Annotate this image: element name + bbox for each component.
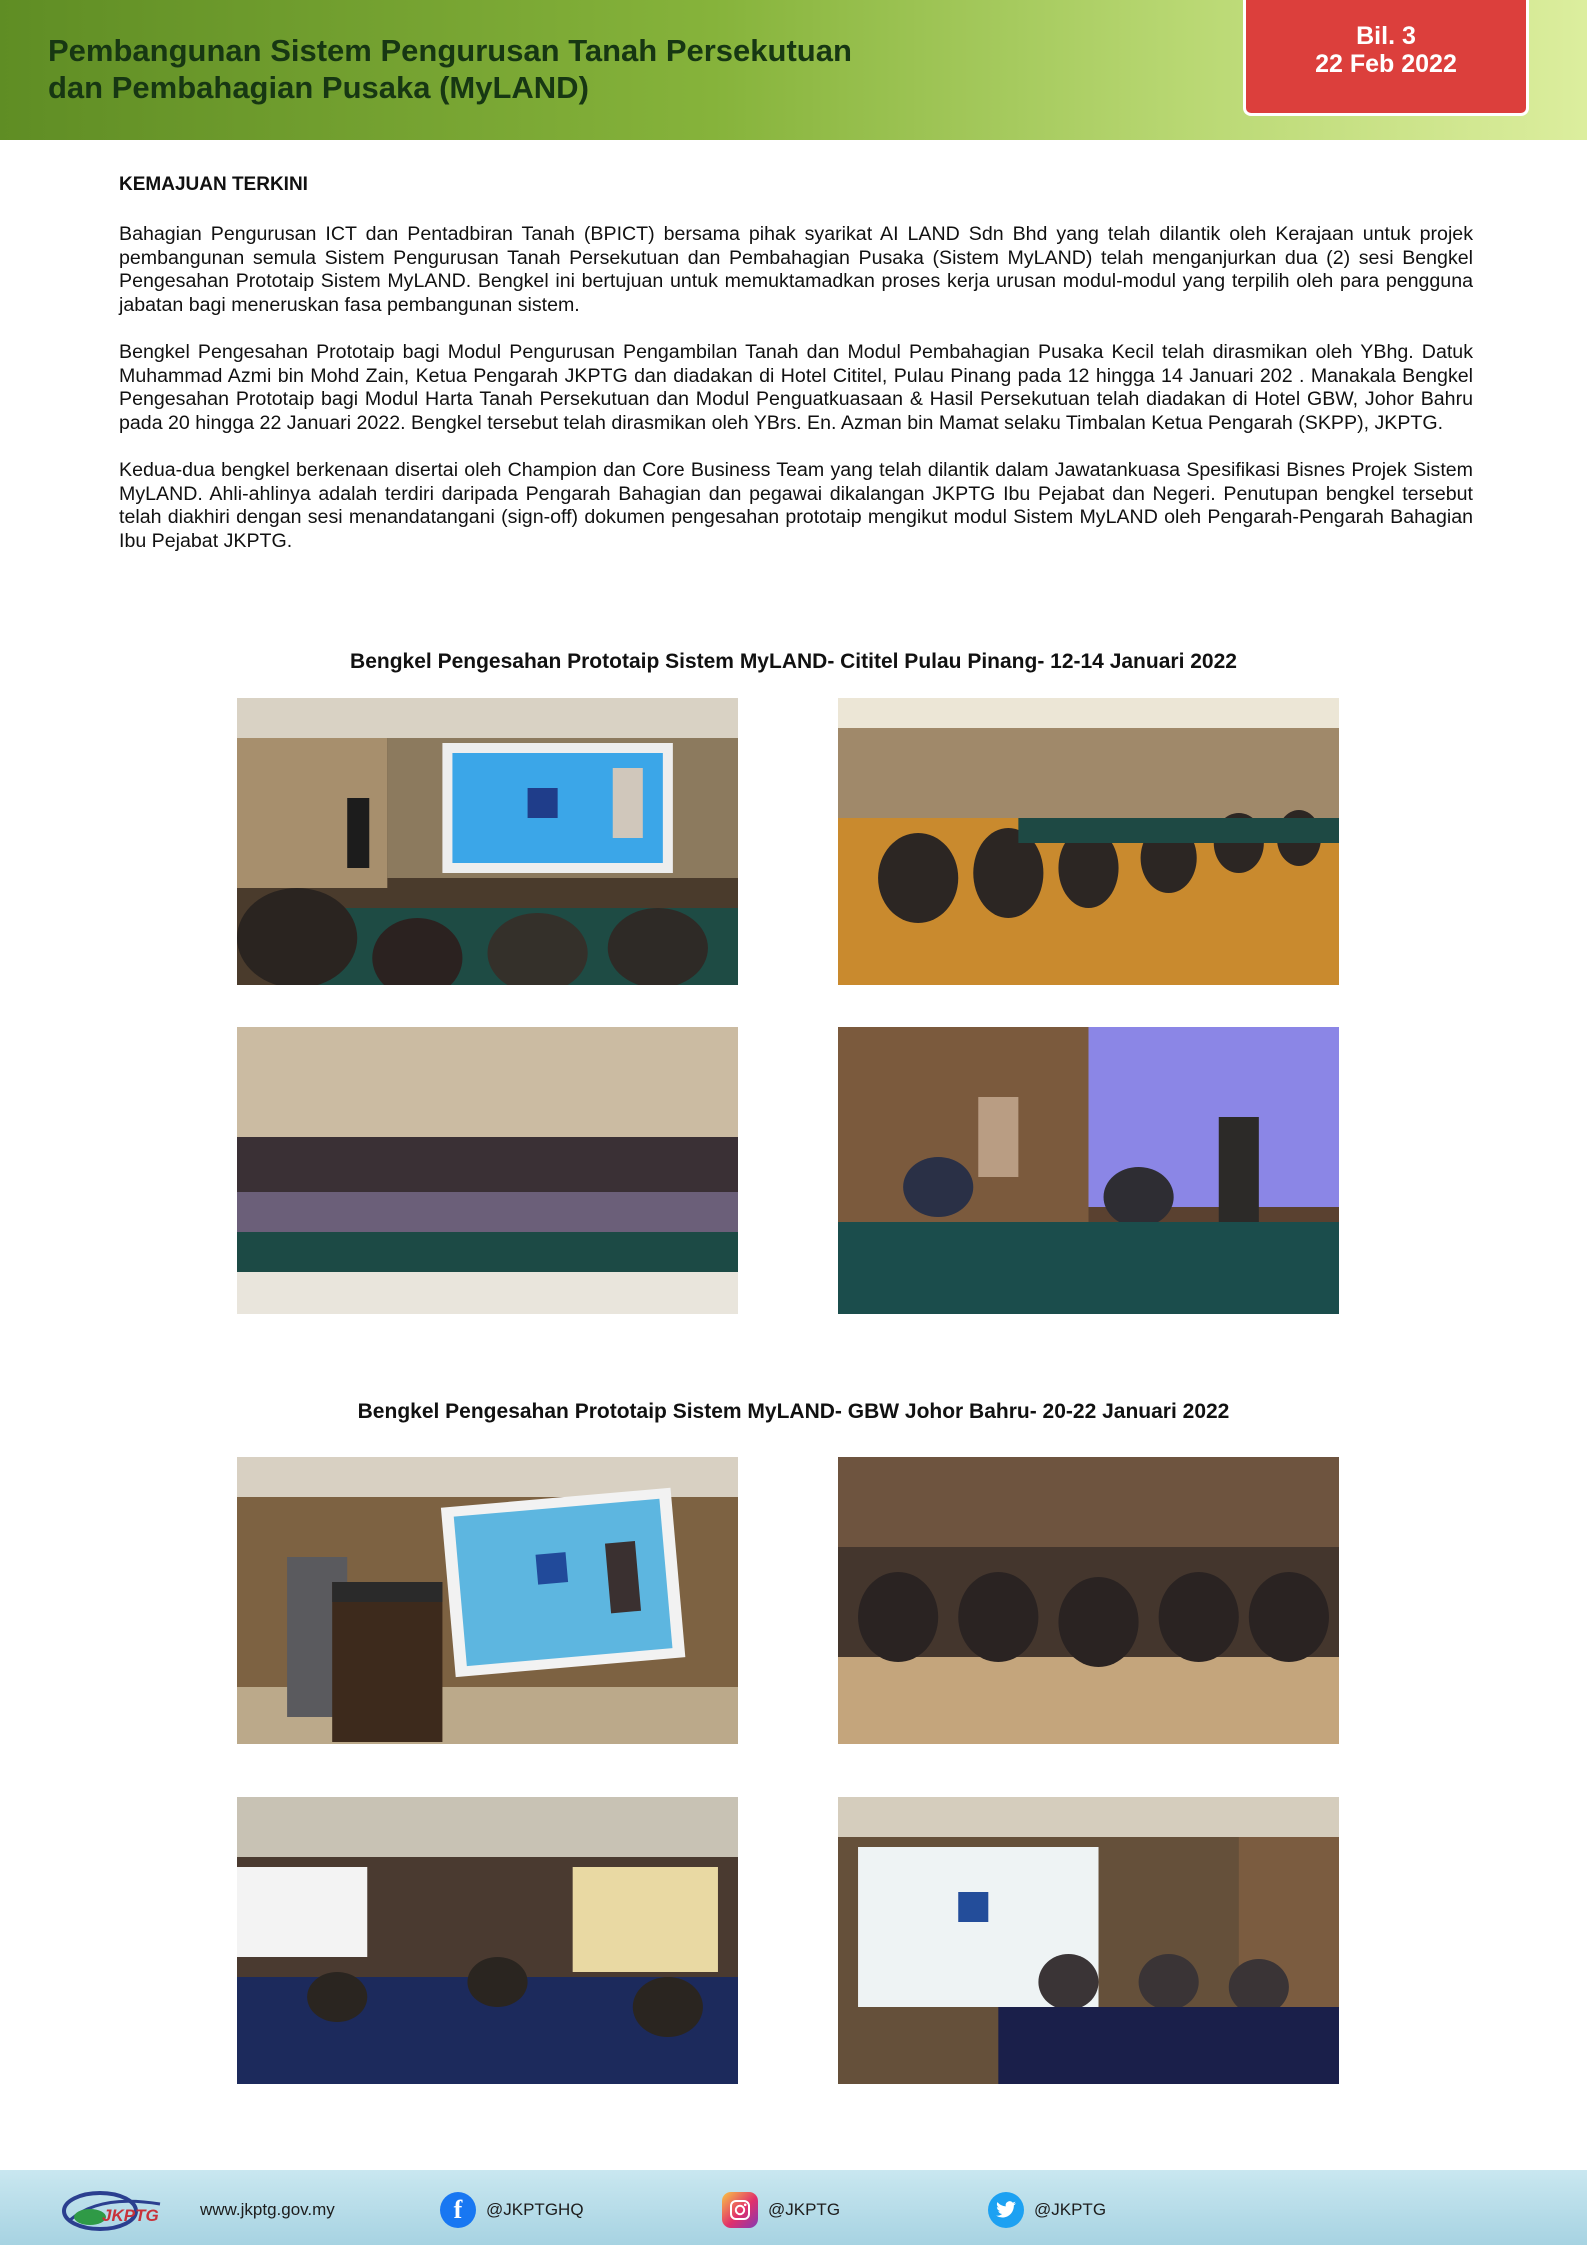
- instagram-link[interactable]: [722, 2192, 840, 2228]
- newsletter-title: [48, 32, 1148, 106]
- twitter-handle: @JKPTG: [1034, 2200, 1107, 2219]
- page-footer: [0, 2170, 1587, 2245]
- photo-group-audience: [838, 1457, 1339, 1744]
- twitter-link[interactable]: [988, 2192, 1106, 2228]
- photo-audience-seated: [838, 698, 1339, 985]
- article-body: [119, 174, 1473, 577]
- photo-audience-rows: [237, 1027, 738, 1314]
- photo-signing-table: [838, 1027, 1339, 1314]
- logo-text: JKPTG: [102, 2206, 159, 2225]
- photo-signoff-ceremony: [838, 1797, 1339, 2084]
- issue-date: 22 Feb 2022: [1315, 50, 1457, 78]
- photo-classroom-session: [237, 1797, 738, 2084]
- facebook-link[interactable]: [440, 2192, 584, 2228]
- photo-gbw-speaker: [237, 1457, 738, 1744]
- issue-number: Bil. 3: [1356, 22, 1416, 50]
- photo-speaker-podium: [237, 698, 738, 985]
- facebook-handle: @JKPTGHQ: [486, 2200, 584, 2219]
- twitter-icon: [988, 2192, 1024, 2228]
- issue-badge: [1243, 0, 1529, 116]
- gallery-caption-penang: Bengkel Pengesahan Prototaip Sistem MyLAND- Cititel Pulau Pinang- 12-14 Januari 2022: [350, 650, 1237, 673]
- gallery-caption-johor: Bengkel Pengesahan Prototaip Sistem MyLAND- GBW Johor Bahru- 20-22 Januari 2022: [357, 1400, 1230, 1423]
- instagram-icon: [722, 2192, 758, 2228]
- facebook-icon: f: [440, 2192, 476, 2228]
- paragraph-3: Kedua-dua bengkel berkenaan disertai oleh Champion dan Core Business Team yang telah dilantik dalam Jawatankuasa Spesifikasi Bisnes Projek Sistem MyLAND. Ahli-ahlinya adalah terdiri daripada Pengarah Bahagian dan pegawai dikalangan JKPTG Ibu Pejabat dan Negeri. Penutupan bengkel tersebut telah diakhiri dengan sesi menandatangani (sign-off) dokumen pengesahan prototaip mengikut modul Sistem MyLAND oleh Pengarah-Pengarah Bahagian Ibu Pejabat JKPTG.: [119, 459, 1473, 552]
- title-line-2: dan Pembahagian Pusaka (MyLAND): [48, 70, 589, 105]
- instagram-handle: @JKPTG: [768, 2200, 841, 2219]
- page-header: [0, 0, 1587, 140]
- section-heading: KEMAJUAN TERKINI: [119, 174, 308, 195]
- website-link[interactable]: www.jkptg.gov.my: [200, 2200, 335, 2219]
- paragraph-2: Bengkel Pengesahan Prototaip bagi Modul Pengurusan Pengambilan Tanah dan Modul Pembahagian Pusaka Kecil telah dirasmikan oleh YBhg. Datuk Muhammad Azmi bin Mohd Zain, Ketua Pengarah JKPTG dan diadakan di Hotel Cititel, Pulau Pinang pada 12 hingga 14 Januari 202 . Manakala Bengkel Pengesahan Prototaip bagi Modul Harta Tanah Persekutuan dan Modul Penguatkuasaan & Hasil Persekutuan telah diadakan di Hotel GBW, Johor Bahru pada 20 hingga 22 Januari 2022. Bengkel tersebut telah dirasmikan oleh YBrs. En. Azman bin Mamat selaku Timbalan Ketua Pengarah (SKPP), JKPTG.: [119, 341, 1473, 434]
- title-line-1: Pembangunan Sistem Pengurusan Tanah Persekutuan: [48, 33, 852, 68]
- paragraph-1: Bahagian Pengurusan ICT dan Pentadbiran Tanah (BPICT) bersama pihak syarikat AI LAND Sdn Bhd yang telah dilantik oleh Kerajaan untuk projek pembangunan semula Sistem Pengurusan Tanah Persekutuan dan Pembahagian Pusaka (Sistem MyLAND) telah menganjurkan dua (2) sesi Bengkel Pengesahan Prototaip Sistem MyLAND. Bengkel ini bertujuan untuk memuktamadkan proses kerja urusan modul-modul yang terpilih oleh para pengguna jabatan bagi meneruskan fasa pembangunan sistem.: [119, 223, 1473, 316]
